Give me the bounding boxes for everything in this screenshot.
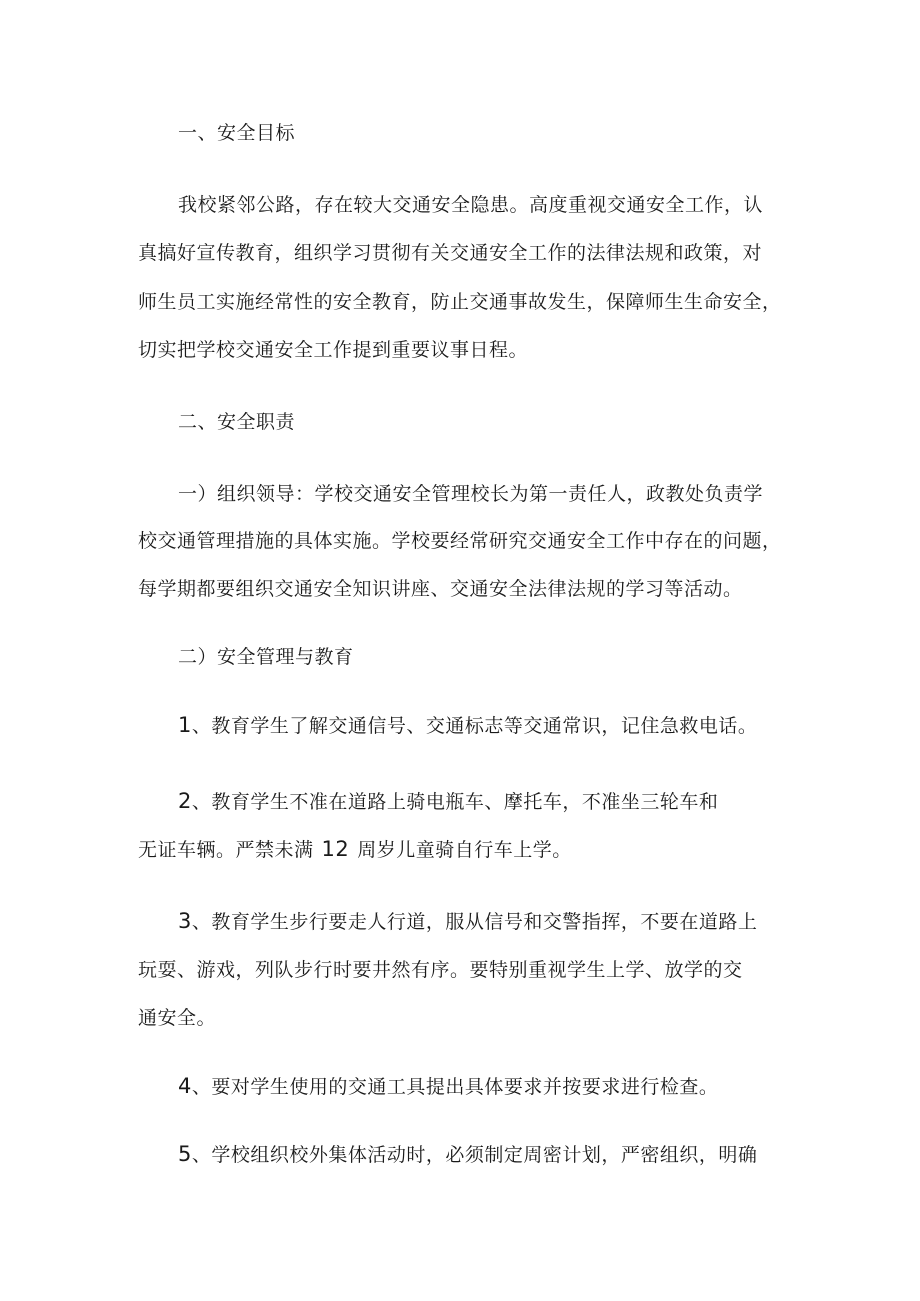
list-item-2 (178, 788, 718, 815)
list-item-text: 、教育学生不准在道路上骑电瓶车、摩托车，不准坐三轮车和 (191, 791, 719, 813)
list-item-number: 5 (178, 1142, 192, 1166)
paragraph-line: 校交通管理措施的具体实施。学校要经常研究交通安全工作中存在的问题， (138, 530, 782, 552)
list-item-number: 3 (178, 909, 192, 933)
list-item-3 (178, 908, 757, 935)
list-item-number: 1 (178, 713, 192, 737)
list-item-text: 、要对学生使用的交通工具提出具体要求并按要求进行检查。 (191, 1076, 719, 1098)
age-number: 12 (321, 837, 350, 861)
paragraph-line: 真搞好宣传教育，组织学习贯彻有关交通安全工作的法律法规和政策，对 (138, 242, 763, 264)
paragraph-line: 每学期都要组织交通安全知识讲座、交通安全法律法规的学习等活动。 (138, 578, 743, 600)
list-item-text: 、教育学生步行要走人行道，服从信号和交警指挥，不要在道路上 (191, 911, 758, 933)
list-item-text: 、学校组织校外集体活动时，必须制定周密计划，严密组织，明确 (191, 1144, 758, 1166)
paragraph-line: 我校紧邻公路，存在较大交通安全隐患。高度重视交通安全工作，认 (178, 194, 764, 216)
section-heading-safety-duties: 二、安全职责 (178, 411, 296, 433)
list-item-number: 4 (178, 1074, 192, 1098)
paragraph-line: 一）组织领导：学校交通安全管理校长为第一责任人，政教处负责学 (178, 483, 764, 505)
list-item-3-continuation: 通安全。 (138, 1007, 217, 1029)
subsection-heading-management-education: 二）安全管理与教育 (178, 646, 354, 668)
list-item-text: 周岁儿童骑自行车上学。 (357, 839, 572, 861)
paragraph-line: 切实把学校交通安全工作提到重要议事日程。 (138, 339, 529, 361)
list-item-4 (178, 1073, 718, 1100)
list-item-2-continuation (138, 836, 572, 863)
list-item-text: 、教育学生了解交通信号、交通标志等交通常识，记住急救电话。 (191, 715, 758, 737)
list-item-number: 2 (178, 789, 192, 813)
list-item-3-continuation: 玩耍、游戏，列队步行时要井然有序。要特别重视学生上学、放学的交 (138, 959, 743, 981)
paragraph-line: 师生员工实施经常性的安全教育，防止交通事故发生，保障师生生命安全， (138, 291, 782, 313)
list-item-5 (178, 1141, 757, 1168)
list-item-text: 无证车辆。严禁未满 (138, 839, 314, 861)
list-item-1 (178, 712, 757, 739)
section-heading-safety-goals: 一、安全目标 (178, 122, 296, 144)
